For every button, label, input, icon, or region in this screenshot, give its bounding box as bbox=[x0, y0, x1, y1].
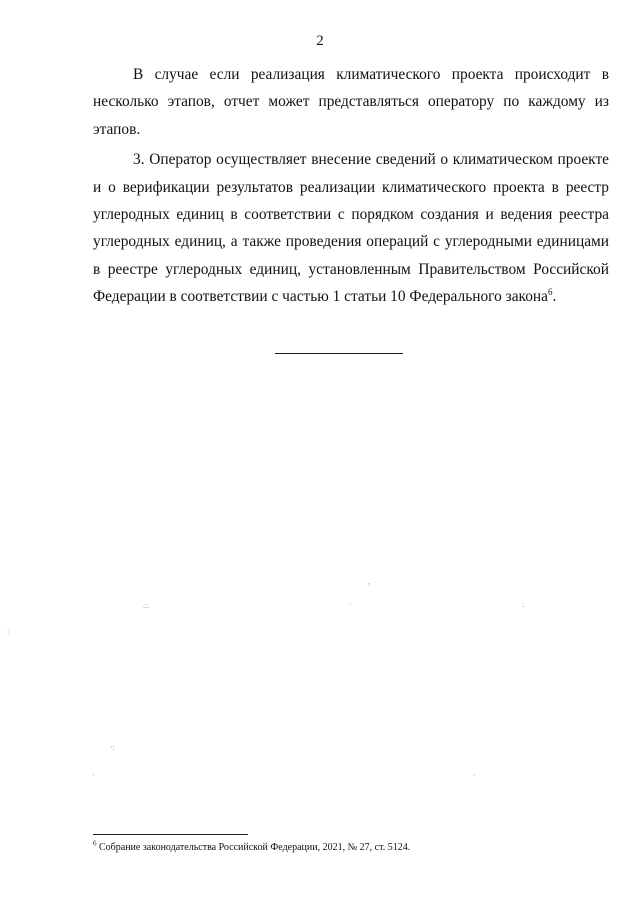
paragraph-stages bbox=[93, 61, 609, 143]
body-text bbox=[93, 61, 609, 311]
scan-speck: : bbox=[7, 627, 10, 636]
footnote-separator bbox=[93, 834, 248, 835]
end-of-text-rule bbox=[275, 353, 403, 354]
paragraph-registry-text: 3. Оператор осуществляет внесение сведений о климатическом проекте и о верификации результатов реализации климатического проекта в реестр углеродных единиц в соответствии с порядком создания и ведения реестра углеродных единиц, а также проведения операций с углеродными единицами в реестре углеродных единиц, установленным Правительством Российской Федерации в соответствии с частью 1 статьи 10 Федерального закона bbox=[93, 151, 609, 306]
scan-speck: ·: bbox=[110, 743, 115, 752]
footnote bbox=[93, 841, 410, 855]
scan-speck: : bbox=[522, 600, 525, 609]
paragraph-stages-text: В случае если реализация климатического проекта происходит в несколько этапов, отчет может представляться оператору по каждому из этапов. bbox=[93, 66, 609, 138]
scan-speck: · bbox=[349, 600, 352, 609]
scan-speck: · bbox=[473, 771, 476, 780]
paragraph-registry-tail: . bbox=[552, 288, 557, 306]
page-number: 2 bbox=[316, 33, 324, 49]
footnote-reference: 6 bbox=[548, 287, 553, 298]
scan-speck: · bbox=[92, 771, 95, 780]
footnote-text: Собрание законодательства Российской Федерации, 2021, № 27, ст. 5124. bbox=[99, 842, 411, 853]
footnote-marker: 6 bbox=[93, 839, 97, 848]
scan-speck: .:. bbox=[143, 601, 150, 610]
scan-speck: , bbox=[368, 577, 370, 586]
paragraph-registry bbox=[93, 146, 609, 310]
